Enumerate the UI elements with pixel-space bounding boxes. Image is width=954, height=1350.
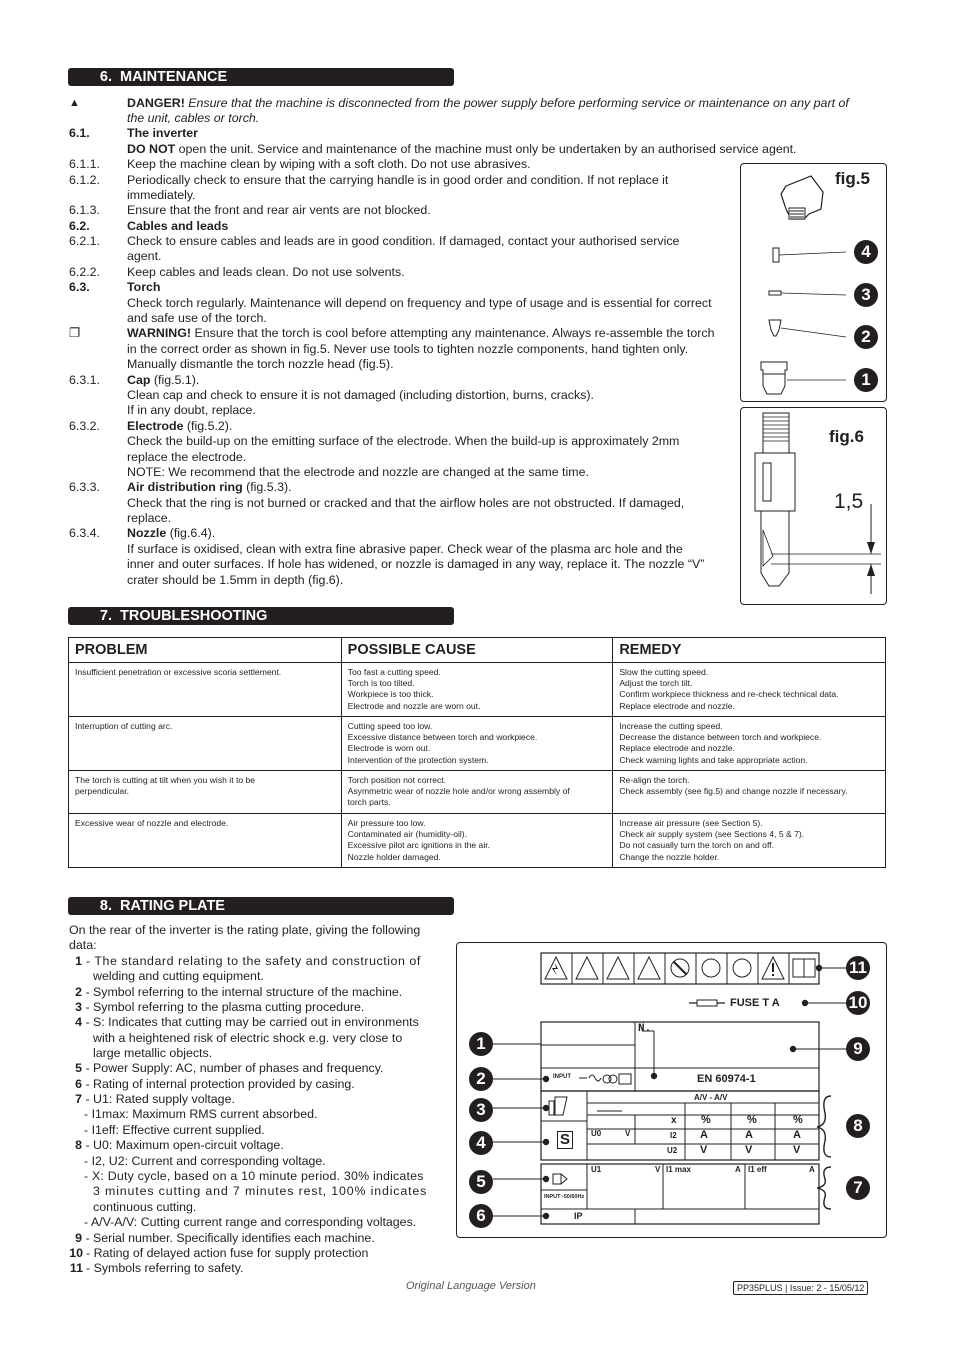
danger-text-2: the unit, cables or torch. — [127, 111, 260, 125]
s611-num: 6.1.1. — [69, 157, 101, 171]
fig6-label: fig.6 — [829, 427, 864, 446]
s634-text-3: crater should be 1.5mm in depth (fig.6). — [127, 573, 344, 587]
problem-cell: Interruption of cutting arc. — [69, 717, 342, 771]
plate-i1eff: I1 eff — [748, 1165, 767, 1174]
plate-callout-1: 1 — [469, 1032, 493, 1056]
item-text: - Symbols referring to safety. — [86, 1261, 244, 1275]
item-number: 7 — [75, 1092, 82, 1106]
s634-num: 6.3.4. — [69, 526, 101, 540]
plate-a-1: A — [700, 1129, 708, 1141]
cause-cell: Too fast a cutting speed. Torch is too tilted. Workpiece is too thick. Electrode and nozzle are worn out. — [341, 663, 613, 717]
plate-u1-unit: V — [655, 1165, 661, 1174]
s632-text-2: replace the electrode. — [127, 450, 247, 464]
footer-model-issue: PP35PLUS | Issue: 2 - 15/05/12 — [733, 1281, 868, 1295]
s621-text-2: agent. — [127, 249, 162, 263]
rating-item-2 — [69, 985, 402, 1000]
table-header-row — [69, 638, 886, 663]
plate-callout-8: 8 — [846, 1114, 870, 1138]
item-text: - Symbol referring to the internal structure of the machine. — [82, 985, 403, 999]
plate-pct-1: % — [701, 1114, 711, 1126]
item-text: - U1: Rated supply voltage. — [82, 1092, 235, 1106]
plate-u2: U2 — [667, 1146, 678, 1155]
rating-item-4-cont: with a heightened risk of electric shock e.g. very close to — [93, 1031, 403, 1045]
s633-title: Air distribution ring — [127, 480, 243, 494]
rating-plate-header — [68, 897, 454, 915]
item-text: - U0: Maximum open-circuit voltage. — [82, 1138, 284, 1152]
s611-text: Keep the machine clean by wiping with a soft cloth. Do not use abrasives. — [127, 157, 531, 171]
plate-x: x — [671, 1115, 677, 1126]
rating-item-11 — [69, 1261, 243, 1276]
item-text: - Symbol referring to the plasma cutting procedure. — [82, 1000, 365, 1014]
header-cause: POSSIBLE CAUSE — [341, 638, 613, 663]
rating-item-8b-cont: 3 minutes cutting and 7 minutes rest, 100% indicates — [93, 1184, 428, 1198]
fig6-box — [740, 407, 887, 605]
item-text: - Rating of delayed action fuse for supply protection — [86, 1246, 369, 1260]
rating-item-9 — [69, 1231, 375, 1246]
rating-intro-2: data: — [69, 938, 97, 952]
rating-item-3 — [69, 1000, 364, 1015]
plate-u1: U1 — [591, 1165, 602, 1174]
maintenance-header — [68, 68, 454, 86]
table-row — [69, 663, 886, 717]
plate-callout-7: 7 — [846, 1176, 870, 1200]
s621-text: Check to ensure cables and leads are in good condition. If damaged, contact your authorised service — [127, 234, 680, 248]
rating-item-8b-cont-2: continuous cutting. — [93, 1200, 197, 1214]
item-text: - Power Supply: AC, number of phases and frequency. — [82, 1061, 384, 1075]
section-number: 7. — [99, 608, 112, 624]
plate-callout-3: 3 — [469, 1098, 493, 1122]
rating-item-7a: - I1max: Maximum RMS current absorbed. — [84, 1107, 318, 1121]
plate-av-range: A/V - A/V — [694, 1093, 728, 1102]
plate-callout-10: 10 — [846, 991, 870, 1015]
s631-num: 6.3.1. — [69, 373, 101, 387]
plate-u0-unit: V — [625, 1129, 631, 1138]
problem-cell: Insufficient penetration or excessive scoria settlement. — [69, 663, 342, 717]
fig5-callout-2: 2 — [854, 325, 878, 349]
item-text: - Rating of internal protection provided by casing. — [82, 1077, 355, 1091]
cause-cell: Air pressure too low. Contaminated air (humidity-oil). Excessive pilot arc ignitions in the air. Nozzle holder damaged. — [341, 814, 613, 868]
rating-item-8b: - X: Duty cycle, based on a 10 minute period. 30% indicates — [84, 1169, 424, 1183]
plate-i1eff-unit: A — [809, 1165, 815, 1174]
fig5-callout-1: 1 — [854, 368, 878, 392]
fig6-dimension: 1,5 — [834, 490, 864, 513]
item-number: 1 — [75, 954, 82, 968]
warning-label: WARNING! — [127, 326, 192, 340]
troubleshooting-header — [68, 607, 454, 625]
s633-ref: (fig.5.3). — [246, 480, 292, 494]
rating-item-7b: - I1eff: Effective current supplied. — [84, 1123, 265, 1137]
item-number: 8 — [75, 1138, 82, 1152]
plate-s-symbol: S — [557, 1131, 573, 1149]
rating-item-7 — [69, 1092, 235, 1107]
item-text: - The standard relating to the safety and construction of — [82, 954, 421, 968]
plate-input-ac: INPUT~50/60Hz — [544, 1194, 585, 1200]
header-problem: PROBLEM — [69, 638, 342, 663]
remedy-cell: Increase air pressure (see Section 5). Check air supply system (see Sections 4, 5 & 7). Do not casually turn the torch on and off. Change the nozzle holder. — [613, 814, 886, 868]
s632-num: 6.3.2. — [69, 419, 101, 433]
plate-fuse-label: FUSE T A — [730, 997, 780, 1009]
fig5-callout-3: 3 — [854, 283, 878, 307]
item-number: 9 — [75, 1231, 82, 1245]
rating-item-10 — [69, 1246, 368, 1261]
problem-cell: The torch is cutting at tilt when you wish it to be perpendicular. — [69, 771, 342, 814]
s634-text: If surface is oxidised, clean with extra fine abrasive paper. Check wear of the plasma arc hole and the — [127, 542, 683, 556]
s632-text: Check the build-up on the emitting surface of the electrode. When the build-up is approximately 2mm — [127, 434, 680, 448]
s633-num: 6.3.3. — [69, 480, 101, 494]
fig6-nozzle-drawing — [741, 408, 886, 604]
item-number: 3 — [75, 1000, 82, 1014]
s622-text: Keep cables and leads clean. Do not use solvents. — [127, 265, 405, 279]
warning-icon: ❐ — [69, 326, 81, 340]
plate-callout-2: 2 — [469, 1067, 493, 1091]
plate-v-1: V — [700, 1144, 708, 1156]
s63-title: Torch — [127, 280, 161, 294]
danger-icon: ▲ — [69, 97, 80, 109]
item-number: 5 — [75, 1061, 82, 1075]
remedy-cell: Increase the cutting speed. Decrease the distance between torch and workpiece. Replace electrode and nozzle. Check warning lights and take appropriate action. — [613, 717, 886, 771]
remedy-cell: Slow the cutting speed. Adjust the torch tilt. Confirm workpiece thickness and re-check technical data. Replace electrode and nozzle. — [613, 663, 886, 717]
s631-ref: (fig.5.1). — [153, 373, 200, 387]
s631-text-2: If in any doubt, replace. — [127, 403, 256, 417]
s621-num: 6.2.1. — [69, 234, 101, 248]
s63-text-2: and safe use of the torch. — [127, 311, 267, 325]
rating-intro: On the rear of the inverter is the rating plate, giving the following — [69, 923, 421, 937]
section-title: RATING PLATE — [120, 898, 225, 914]
item-number: 2 — [75, 985, 82, 999]
s62-title: Cables and leads — [127, 219, 229, 233]
section-number: 6. — [99, 69, 112, 85]
plate-callout-4: 4 — [469, 1131, 493, 1155]
s622-num: 6.2.2. — [69, 265, 101, 279]
s61-num: 6.1. — [69, 126, 90, 140]
s613-num: 6.1.3. — [69, 203, 101, 217]
s631-text: Clean cap and check to ensure it is not damaged (including distortion, burns, cracks). — [127, 388, 594, 402]
plate-ip: IP — [574, 1211, 583, 1221]
rating-plate-diagram — [456, 942, 887, 1238]
plate-serial-label: N. — [638, 1023, 652, 1035]
rating-item-4-cont-2: large metallic objects. — [93, 1046, 213, 1060]
fig5-label: fig.5 — [835, 169, 870, 188]
s632-title: Electrode — [127, 419, 184, 433]
warning-text-3: Manually dismantle the torch nozzle head (fig.5). — [127, 357, 394, 371]
rating-item-1-cont: welding and cutting equipment. — [93, 969, 264, 983]
table-row — [69, 814, 886, 868]
troubleshooting-table — [68, 637, 886, 868]
plate-i1max: I1 max — [666, 1165, 691, 1174]
s632-note: NOTE: We recommend that the electrode and nozzle are changed at the same time. — [127, 465, 589, 479]
s632-ref: (fig.5.2). — [186, 419, 233, 433]
plate-u0: U0 — [591, 1129, 602, 1138]
s633-text-2: replace. — [127, 511, 172, 525]
item-text: - S: Indicates that cutting may be carried out in environments — [82, 1015, 419, 1029]
s612-num: 6.1.2. — [69, 173, 101, 187]
item-number: 10 — [69, 1246, 83, 1260]
plate-callout-6: 6 — [469, 1204, 493, 1228]
footer-model: PP35PLUS — [737, 1283, 783, 1293]
table-row — [69, 771, 886, 814]
cause-cell: Torch position not correct. Asymmetric wear of nozzle hole and/or wrong assembly of torch parts. — [341, 771, 613, 814]
plate-v-2: V — [745, 1144, 753, 1156]
s61-title: The inverter — [127, 126, 198, 140]
rating-item-1 — [69, 954, 421, 969]
footer-issue: Issue: 2 - 15/05/12 — [789, 1283, 865, 1293]
footer-language: Original Language Version — [406, 1280, 536, 1292]
plate-v-3: V — [793, 1144, 801, 1156]
warning-text: Ensure that the torch is cool before attempting any maintenance. Always re-assemble the torch — [194, 326, 715, 340]
s61-text: open the unit. Service and maintenance of the machine must only be undertaken by an authorised service agent. — [178, 142, 797, 156]
s634-text-2: inner and outer surfaces. If hole has widened, or nozzle is damaged in any way, replace it. The nozzle “V” — [127, 557, 705, 571]
s63-text: Check torch regularly. Maintenance will depend on frequency and type of usage and is essential for correct — [127, 296, 712, 310]
remedy-cell: Re-align the torch. Check assembly (see fig.5) and change nozzle if necessary. — [613, 771, 886, 814]
rating-item-4 — [69, 1015, 419, 1030]
s62-num: 6.2. — [69, 219, 90, 233]
s631-title: Cap — [127, 373, 151, 387]
plate-callout-5: 5 — [469, 1170, 493, 1194]
plate-pct-3: % — [793, 1114, 803, 1126]
plate-pct-2: % — [747, 1114, 757, 1126]
item-text: - Serial number. Specifically identifies each machine. — [82, 1231, 375, 1245]
section-title: MAINTENANCE — [120, 69, 228, 85]
section-title: TROUBLESHOOTING — [120, 608, 268, 624]
plate-a-2: A — [745, 1129, 753, 1141]
rating-plate-drawing — [457, 943, 886, 1237]
s613-text: Ensure that the front and rear air vents are not blocked. — [127, 203, 431, 217]
section-number: 8. — [99, 898, 112, 914]
s634-title: Nozzle — [127, 526, 167, 540]
rating-item-8a: - I2, U2: Current and corresponding voltage. — [84, 1154, 326, 1168]
plate-i1max-unit: A — [735, 1165, 741, 1174]
s633-text: Check that the ring is not burned or cracked and that the airflow holes are not obstructed. If damaged, — [127, 496, 685, 510]
rating-item-5 — [69, 1061, 383, 1076]
plate-standard: EN 60974-1 — [697, 1073, 756, 1085]
item-number: 6 — [75, 1077, 82, 1091]
warning-text-2: in the correct order as shown in fig.5. Never use tools to tighten nozzle components, hand tighten only. — [127, 342, 689, 356]
danger-text: Ensure that the machine is disconnected from the power supply before performing service or maintenance on any part of — [188, 96, 849, 110]
rating-item-8 — [69, 1138, 284, 1153]
s634-ref: (fig.6.4). — [169, 526, 216, 540]
header-remedy: REMEDY — [613, 638, 886, 663]
plate-callout-11: 11 — [846, 956, 870, 980]
plate-input-label: INPUT — [553, 1074, 571, 1080]
item-number: 11 — [69, 1261, 83, 1275]
do-not-label: DO NOT — [127, 142, 176, 156]
plate-a-3: A — [793, 1129, 801, 1141]
fig5-callout-4: 4 — [854, 240, 878, 264]
s612-text-2: immediately. — [127, 188, 196, 202]
plate-callout-9: 9 — [846, 1037, 870, 1061]
s612-text: Periodically check to ensure that the carrying handle is in good order and condition. If not replace it — [127, 173, 669, 187]
cause-cell: Cutting speed too low. Excessive distance between torch and workpiece. Electrode is worn out. Intervention of the protection system. — [341, 717, 613, 771]
problem-cell: Excessive wear of nozzle and electrode. — [69, 814, 342, 868]
item-number: 4 — [75, 1015, 82, 1029]
table-row — [69, 717, 886, 771]
fig5-box — [740, 163, 887, 402]
danger-label: DANGER! — [127, 96, 185, 110]
rating-item-6 — [69, 1077, 355, 1092]
plate-i2: I2 — [670, 1131, 677, 1140]
s63-num: 6.3. — [69, 280, 90, 294]
rating-item-8c: - A/V-A/V: Cutting current range and corresponding voltages. — [84, 1215, 417, 1229]
